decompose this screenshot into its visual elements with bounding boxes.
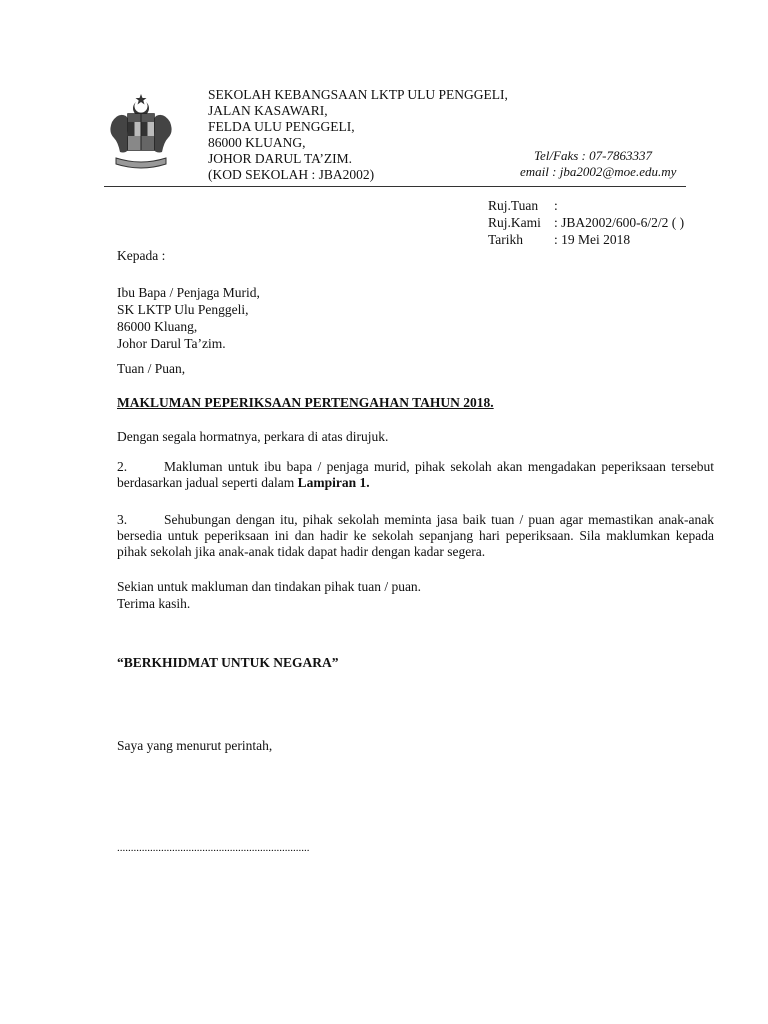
address-line: JALAN KASAWARI, (208, 103, 328, 118)
letterhead-divider (104, 186, 686, 187)
recipient-address (117, 284, 260, 352)
recipient-line: SK LKTP Ulu Penggeli, (117, 302, 249, 317)
address-line: (KOD SEKOLAH : JBA2002) (208, 167, 375, 182)
ruj-kami-value: : JBA2002/600-6/2/2 ( ) (554, 215, 685, 230)
closing-block (117, 578, 421, 612)
opening-line: Dengan segala hormatnya, perkara di atas dirujuk. (117, 429, 389, 444)
signature-line: ...................................................................... (117, 842, 310, 854)
paragraph-number: 3. (117, 512, 128, 527)
recipient-line: Johor Darul Ta’zim. (117, 336, 226, 351)
salutation: Tuan / Puan, (117, 361, 186, 376)
paragraph-number: 2. (117, 459, 128, 474)
address-line: FELDA ULU PENGGELI, (208, 119, 355, 134)
paragraph-text: Sehubungan dengan itu, pihak sekolah meminta jasa baik tuan / puan agar memastikan anak-anak bersedia untuk peperiksaan ini dan hadir ke sekolah sepanjang hari peperiksaan. Sila maklumkan kepada pihak sekolah jika anak-anak tidak dapat hadir dengan kadar segera. (117, 512, 714, 559)
ruj-tuan-label: Ruj.Tuan (488, 198, 539, 213)
school-address (208, 87, 508, 183)
school-contact (520, 148, 676, 180)
tarikh-row (488, 231, 684, 248)
ruj-kami-row (488, 214, 684, 231)
kepada-label: Kepada : (117, 248, 166, 263)
paragraph-text: Makluman untuk ibu bapa / penjaga murid, pihak sekolah akan mengadakan peperiksaan tersebut berdasarkan jadual seperti dalam (117, 459, 714, 490)
paragraph-2 (117, 459, 714, 491)
malaysia-coat-of-arms-icon (108, 92, 174, 174)
tarikh-label: Tarikh (488, 232, 524, 247)
ruj-tuan-value: : (554, 198, 558, 213)
motto: “BERKHIDMAT UNTUK NEGARA” (117, 655, 339, 670)
recipient-line: 86000 Kluang, (117, 319, 198, 334)
ruj-tuan-row (488, 197, 684, 214)
letter-subject: MAKLUMAN PEPERIKSAAN PERTENGAHAN TAHUN 2018. (117, 395, 494, 410)
address-line: SEKOLAH KEBANGSAAN LKTP ULU PENGGELI, (208, 87, 508, 102)
address-line: 86000 KLUANG, (208, 135, 306, 150)
address-line: JOHOR DARUL TA’ZIM. (208, 151, 353, 166)
tarikh-value: : 19 Mei 2018 (554, 232, 631, 247)
recipient-line: Ibu Bapa / Penjaga Murid, (117, 285, 260, 300)
reference-block (488, 197, 684, 248)
tel-faks: Tel/Faks : 07-7863337 (534, 148, 652, 163)
closing-line: Terima kasih. (117, 596, 191, 611)
signoff: Saya yang menurut perintah, (117, 738, 273, 753)
lampiran-reference: Lampiran 1. (297, 475, 370, 490)
closing-line: Sekian untuk makluman dan tindakan pihak tuan / puan. (117, 579, 422, 594)
paragraph-3 (117, 512, 714, 560)
email-address: email : jba2002@moe.edu.my (520, 164, 677, 179)
ruj-kami-label: Ruj.Kami (488, 215, 541, 230)
